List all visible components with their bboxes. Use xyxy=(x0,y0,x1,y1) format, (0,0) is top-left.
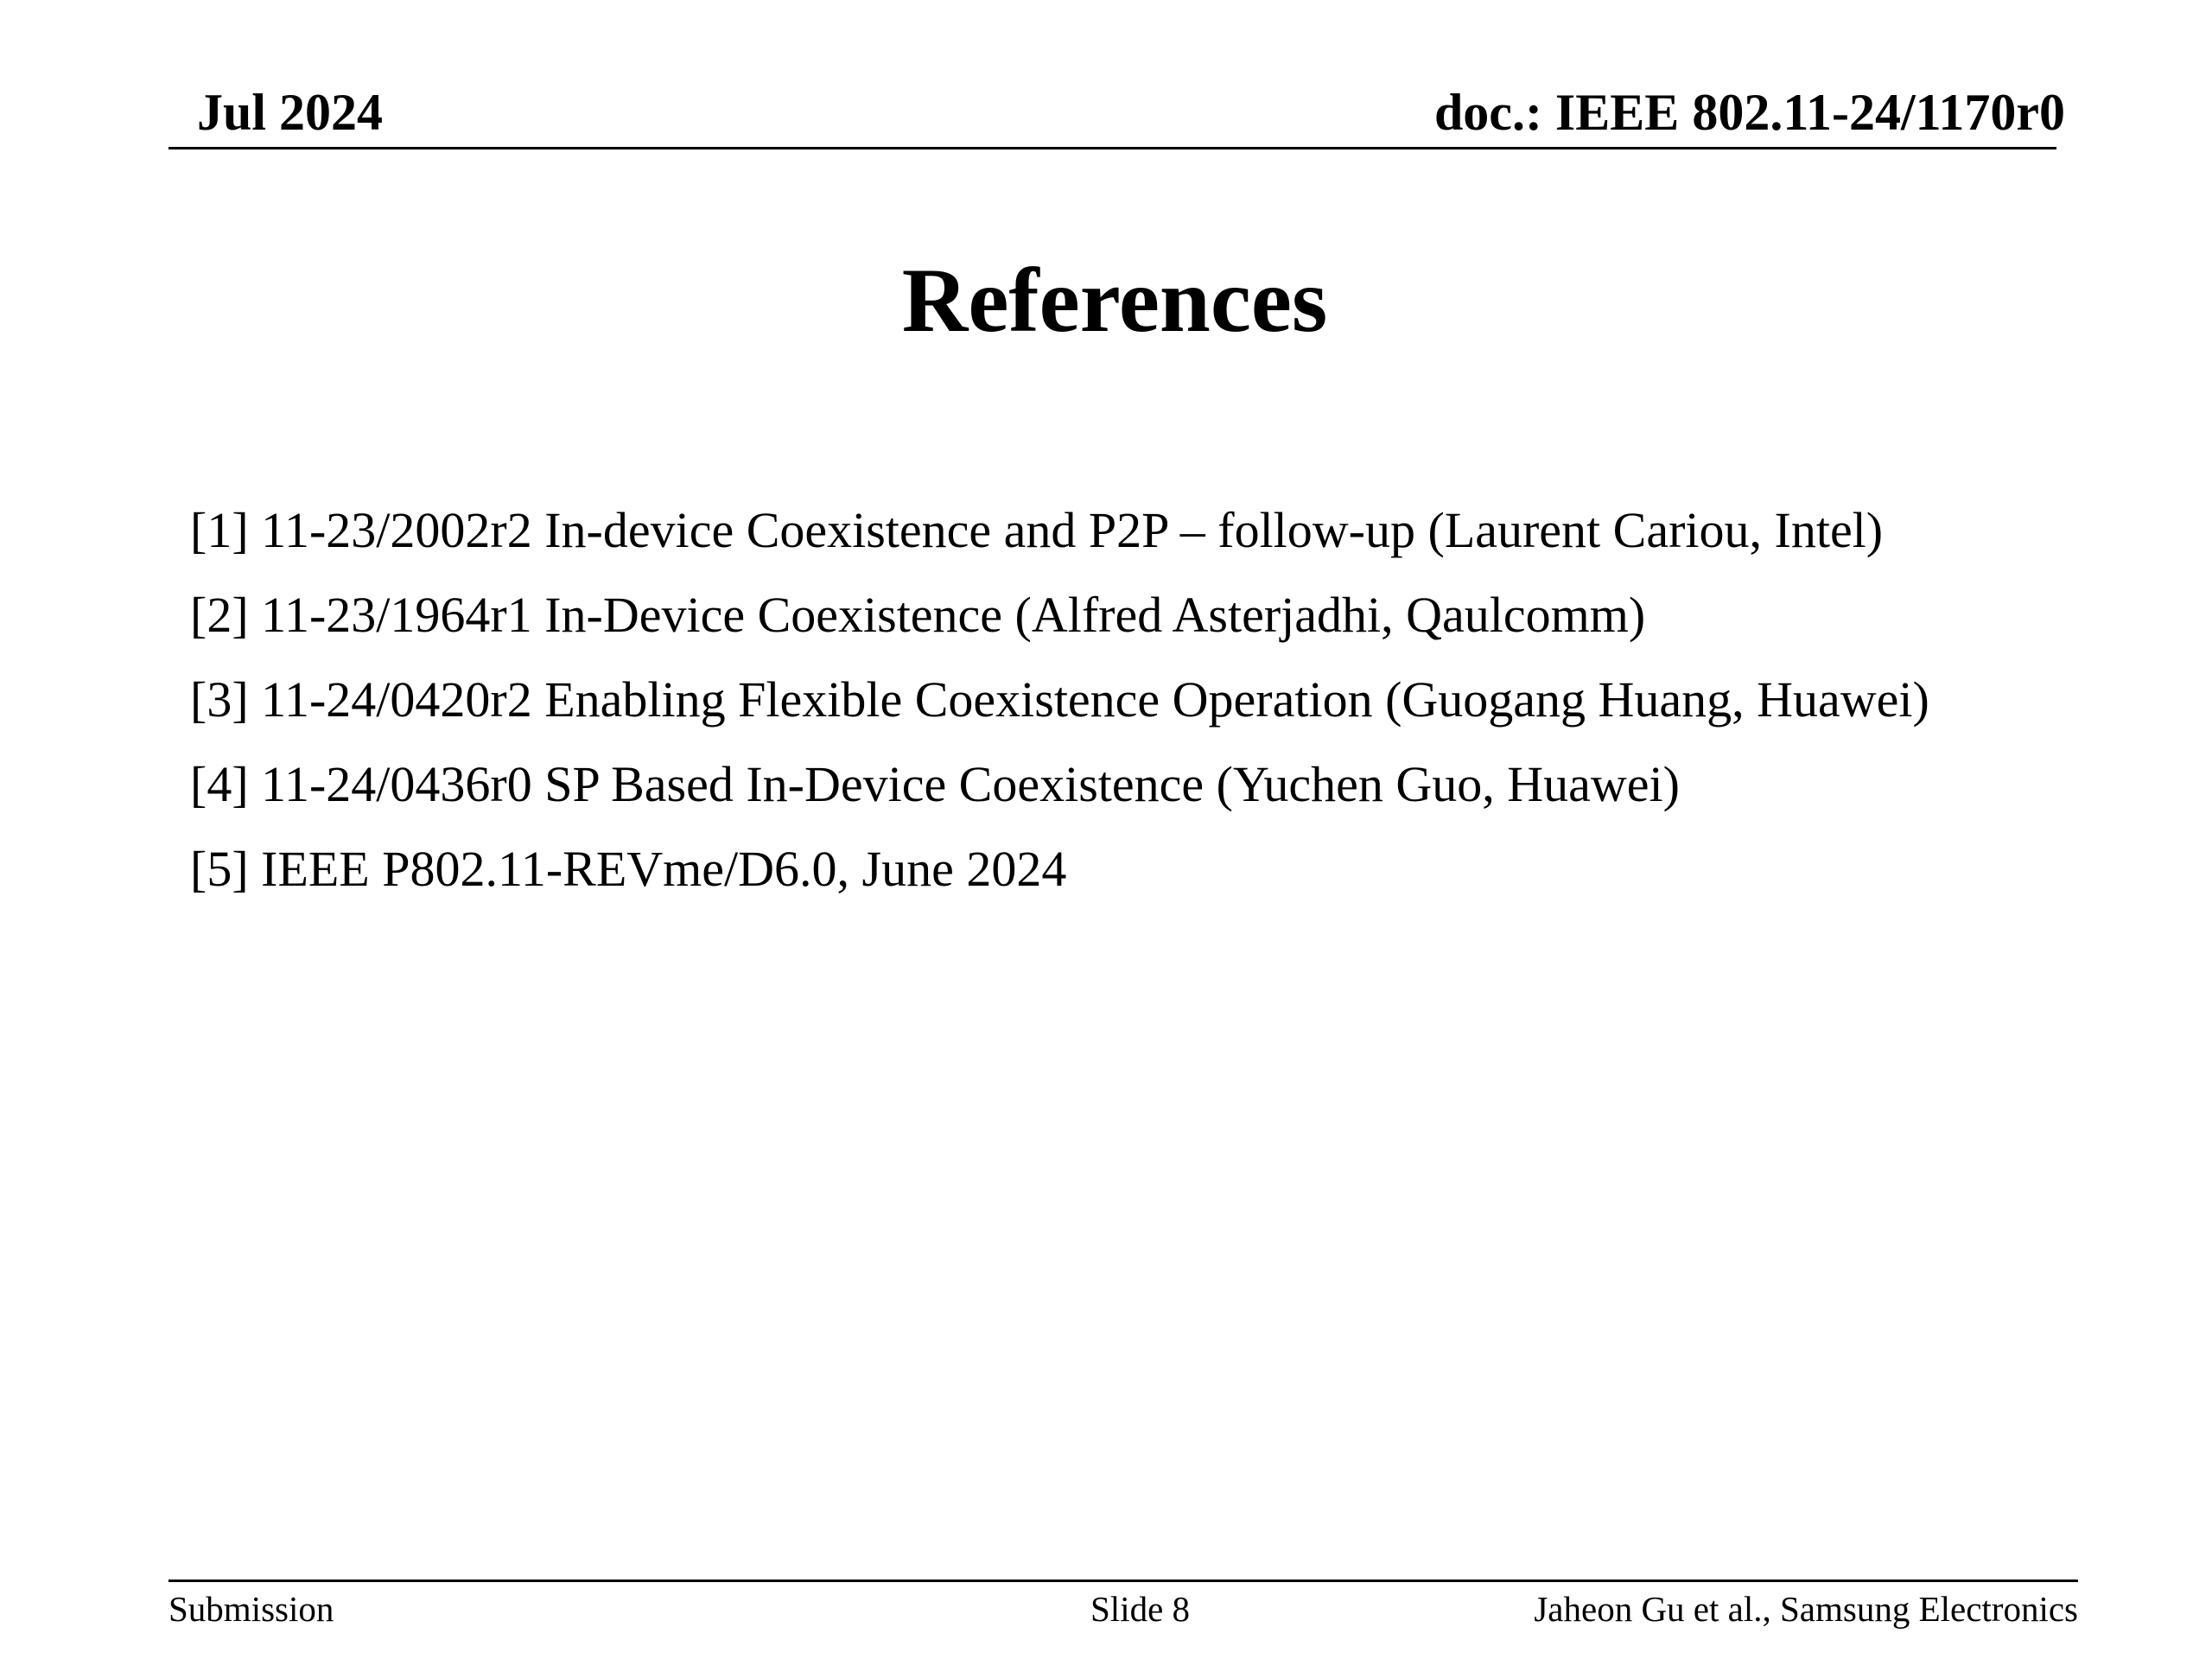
reference-item-5: [5] IEEE P802.11-REVme/D6.0, June 2024 xyxy=(190,841,1067,897)
reference-item-4: [4] 11-24/0436r0 SP Based In-Device Coexistence (Yuchen Guo, Huawei) xyxy=(190,756,1680,812)
reference-item-2: [2] 11-23/1964r1 In-Device Coexistence (Alfred Asterjadhi, Qaulcomm) xyxy=(190,587,1646,643)
header-date: Jul 2024 xyxy=(197,84,384,141)
header-doc-id: doc.: IEEE 802.11-24/1170r0 xyxy=(1433,84,2065,141)
slide-title: References xyxy=(901,250,1328,351)
reference-item-3: [3] 11-24/0420r2 Enabling Flexible Coexistence Operation (Guogang Huang, Huawei) xyxy=(190,671,1929,728)
footer-slide-number: Slide 8 xyxy=(1090,1589,1191,1629)
footer-submission: Submission xyxy=(168,1589,334,1629)
header-divider xyxy=(168,147,2056,149)
footer-divider xyxy=(168,1580,2078,1582)
reference-item-1: [1] 11-23/2002r2 In-device Coexistence and P2P – follow-up (Laurent Cariou, Intel) xyxy=(190,502,1884,558)
footer-author: Jaheon Gu et al., Samsung Electronics xyxy=(1534,1589,2078,1629)
reference-list xyxy=(190,498,2048,921)
